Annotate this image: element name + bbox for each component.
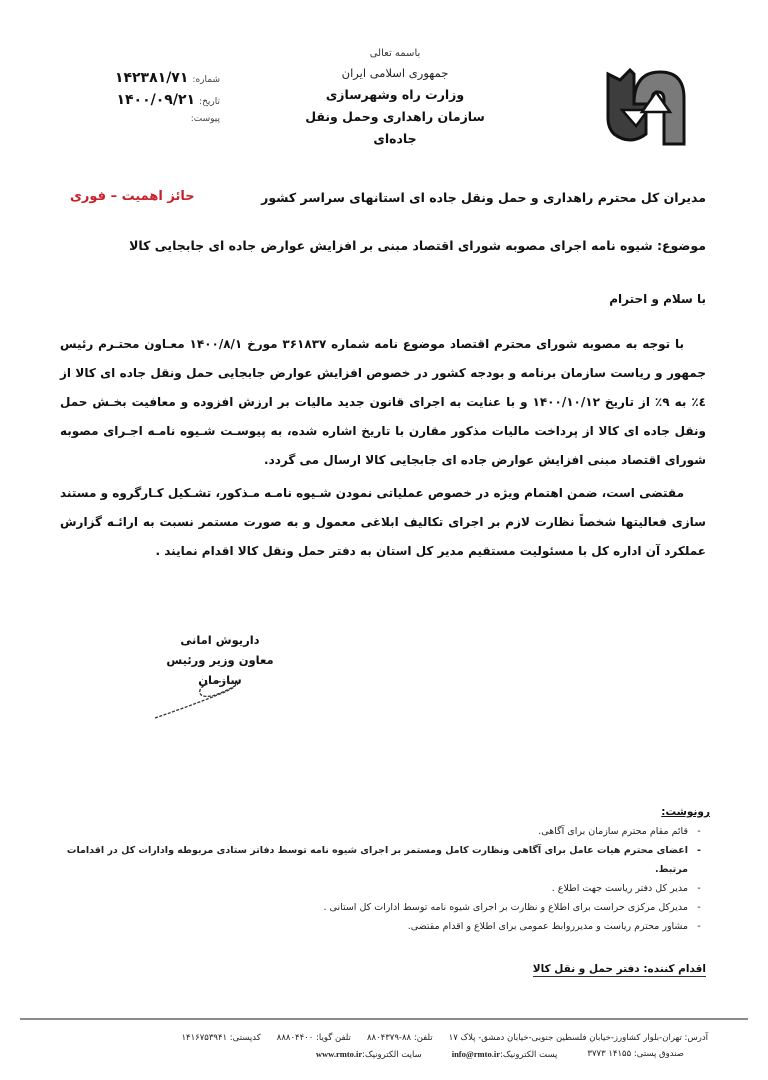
footer-address: آدرس: تهران-بلوار کشاورز-خیابان فلسطین جنوبی-خیابان دمشق- پلاک ۱۷ [448,1033,708,1043]
footer-online-row [70,1046,708,1063]
number-label: شماره: [192,75,220,85]
letter-date-row [80,92,220,114]
ministry-name: وزارت راه وشهرسازی [325,87,465,102]
letter-subject: موضوع: شیوه نامه اجرای مصوبه شورای اقتصاد مبنی بر افزایش عوارض جاده ای جابجایی کالا [129,238,706,253]
footer-phone: تلفن: ۸۸-۸۸۰۴۳۷۹ [366,1033,433,1043]
footer-divider [20,1018,748,1020]
body-paragraph: مقتضی است، ضمن اهتمام ویژه در خصوص عملیاتی نمودن شـیوه نامـه مـذکور، تشـکیل کـارگروه و مستند سازی فعالیتها شخصاً نظارت لازم بر اجرای تکالیف ابلاغی معمول و به صورت مستمر نسبت به ارائـه گزارش عملکرد آن اداره کل با مسئولیت مستقیم مدیر کل استان به دفتر حمل ونقل کالا اقدام نمایند . [60,486,706,558]
addressee: مدیران کل محترم راهداری و حمل ونقل جاده ای استانهای سراسر کشور [261,190,706,205]
website-link[interactable]: www.rmto.ir [315,1049,363,1059]
letterhead [290,46,500,150]
cc-title: رونوشت: [661,806,710,818]
signatory-name: داریوش امانی [180,633,260,647]
cc-item: - قائم مقام محترم سازمان برای آگاهی. [538,826,701,837]
rmto-logo-icon [600,64,692,152]
letter-body [60,330,706,570]
attachment-label: پیوست: [190,114,220,124]
action-by: اقدام کننده: دفتر حمل و نقل کالا [532,963,706,975]
urgency-label: حائز اهمیت – فوری [70,189,195,204]
footer-po-box: صندوق پستی: ۱۴۱۵۵ ۳۷۷۳ [587,1049,684,1059]
country-name: جمهوری اسلامی ایران [341,66,449,80]
footer-website: سایت الکترونیک:www.rmto.ir [315,1049,422,1060]
letter-number: ۱۴۲۳۸۱/۷۱ [114,70,189,86]
letter-number-row [80,70,220,92]
cc-item: - مدیر کل دفتر ریاست جهت اطلاع . [551,883,701,894]
handwritten-signature-icon [150,676,250,726]
footer-voice-phone: تلفن گویا: ۸۸۸۰۴۴۰۰ [276,1033,351,1043]
cc-list [40,806,710,936]
cc-item: - مدیرکل مرکزی حراست برای اطلاع و نظارت بر اجرای شیوه نامه توسط ادارات کل استانی . [323,902,701,913]
footer-postal-code: کدپستی: ۱۴۱۶۷۵۳۹۴۱ [181,1033,261,1043]
letter-meta [80,70,220,130]
cc-item: - اعضای محترم هیات عامل برای آگاهی ونظارت کامل ومستمر بر اجرای شیوه نامه توسط دفاتر ستادی مربوطه وادارات کل در اقدامات مرتبط. [66,845,701,875]
attachment-row [80,114,220,130]
footer-email: پست الکترونیک:info@rmto.ir [451,1049,558,1060]
bismillah: باسمه تعالی [369,48,421,59]
date-label: تاریخ: [199,97,220,107]
email-link[interactable]: info@rmto.ir [451,1049,500,1059]
body-paragraph: با توجه به مصوبه شورای محترم اقتصاد موضوع نامه شماره ۳۶۱۸۳۷ مورخ ۱۴۰۰/۸/۱ معـاون محتـرم رئیس جمهور و ریاست سازمان برنامه و بودجه کشور در خصوص افزایش عوارض جابجایی حمل ونقل جاده ای کالا از ٤٪ به ۹٪ از تاریخ ۱۴۰۰/۱۰/۱۲ و با عنایت به اجرای قانون جدید مالیات بر ارزش افزوده و معافیت بخـش حمل ونقل جاده ای کالا از پرداخت مالیات مذکور مقارن با تاریخ اشاره شده، به پیوسـت شـیوه نامـه اجـرای مصوبه شورای اقتصاد مبنی افزایش عوارض جاده ای جابجایی کالا ارسال می گردد. [60,337,706,467]
letter-date: ۱۴۰۰/۰۹/۲۱ [116,92,196,108]
cc-item: - مشاور محترم ریاست و مدیرروابط عمومی برای اطلاع و اقدام مقتضی. [407,921,701,932]
signatory-title: معاون وزیر ورئیس سازمان [166,653,274,687]
greeting: با سلام و احترام [609,292,706,306]
organization-name: سازمان راهداری وحمل ونقل جاده‌ای [305,109,485,146]
footer-contact-row [70,1030,708,1046]
footer [70,1030,708,1063]
